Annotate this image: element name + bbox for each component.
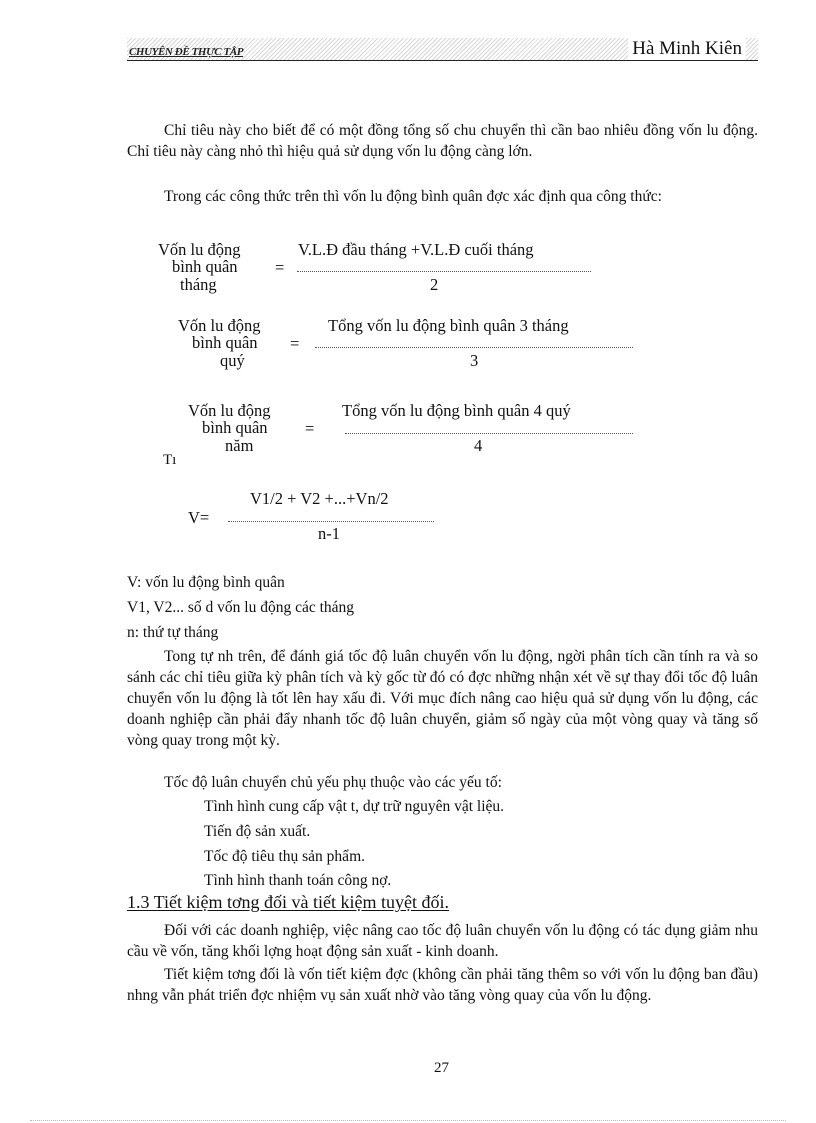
formula-denominator: 3 <box>470 351 479 370</box>
paragraph-section-1: Đối với các doanh nghiệp, việc nâng cao tốc độ luân chuyển vốn lu động có tác dụng giảm nhu cầu về vốn, tăng khối lợng hoạt động sản xuất - kinh doanh. <box>127 922 758 960</box>
formula-label: bình quân <box>172 257 238 276</box>
formula-label: Vốn lu động <box>178 316 261 335</box>
header-title: CHUYÊN ĐỀ THỰC TẬP <box>129 46 244 58</box>
stray-text: Tı <box>163 452 177 468</box>
paragraph-intro-2: Trong các công thức trên thì vốn lu động bình quân đợc xác định qua công thức: <box>164 188 662 205</box>
formula-equals: = <box>290 334 300 353</box>
paragraph-intro-1: Chỉ tiêu này cho biết để có một đồng tổng số chu chuyển thì cần bao nhiêu đồng vốn lu động. Chỉ tiêu này càng nhỏ thì hiệu quả sử dụng vốn lu động càng lớn. <box>127 122 758 160</box>
list-item: Tốc độ tiêu thụ sản phẩm. <box>204 848 365 865</box>
paragraph-analysis: Tong tự nh trên, để đánh giá tốc độ luân chuyển vốn lu động, ngời phân tích cần tính ra và so sánh các chỉ tiêu giữa kỳ phân tích và kỳ gốc từ đó có đợc những nhận xét về sự thay đổi tốc độ luân chuyển vốn lu động là tốt lên hay xấu đi. Với mục đích nâng cao hiệu quả sử dụng vốn lu động, các doanh nghiệp cần phải đẩy nhanh tốc độ luân chuyển, giảm số ngày của một vòng quay và tăng số vòng quay trong một kỳ. <box>127 648 758 749</box>
formula-numerator: V1/2 + V2 +...+Vn/2 <box>250 489 389 508</box>
list-item: Tiến độ sản xuất. <box>204 823 311 840</box>
formula-equals: = <box>275 258 285 277</box>
list-item: Tình hình thanh toán công nợ. <box>204 872 392 889</box>
paragraph-factors-intro: Tốc độ luân chuyển chủ yếu phụ thuộc vào các yếu tố: <box>164 774 502 791</box>
fraction-line <box>297 271 591 272</box>
page-bottom-border <box>30 1120 786 1121</box>
fraction-line <box>345 433 633 434</box>
page-number: 27 <box>434 1060 449 1076</box>
legend-line: V: vốn lu động bình quân <box>127 574 285 591</box>
section-heading: 1.3 Tiết kiệm tơng đối và tiết kiệm tuyệt đối. <box>127 892 450 912</box>
formula-equals: = <box>305 419 315 438</box>
formula-numerator: Tổng vốn lu động bình quân 3 tháng <box>328 316 569 335</box>
formula-label: bình quân <box>192 333 258 352</box>
formula-numerator: Tổng vốn lu động bình quân 4 quý <box>342 401 571 420</box>
formula-numerator: V.L.Đ đầu tháng +V.L.Đ cuối tháng <box>298 240 534 259</box>
list-item: Tình hình cung cấp vật t, dự trữ nguyên vật liệu. <box>204 798 505 815</box>
fraction-line <box>315 347 633 348</box>
formula-label: Vốn lu động <box>188 401 271 420</box>
formula-label: năm <box>225 436 254 455</box>
formula-label: bình quân <box>202 418 268 437</box>
formula-lhs: V= <box>188 508 210 527</box>
formula-label: tháng <box>180 275 217 294</box>
header-author: Hà Minh Kiên <box>628 38 746 60</box>
formula-denominator: 4 <box>474 436 483 455</box>
formula-denominator: n-1 <box>318 524 340 543</box>
page-header <box>127 38 758 61</box>
fraction-line <box>228 521 434 522</box>
legend-line: n: thứ tự tháng <box>127 624 219 641</box>
formula-label: Vốn lu động <box>158 240 241 259</box>
formula-label: quý <box>220 351 245 370</box>
legend-line: V1, V2... số d vốn lu động các tháng <box>127 599 355 616</box>
formula-denominator: 2 <box>430 275 439 294</box>
paragraph-section-2: Tiết kiệm tơng đối là vốn tiết kiệm đợc (không cần phải tăng thêm so với vốn lu động ban đầu) nhng vẫn phát triển đợc nhiệm vụ sản xuất nhờ vào tăng vòng quay của vốn lu động. <box>127 966 758 1004</box>
